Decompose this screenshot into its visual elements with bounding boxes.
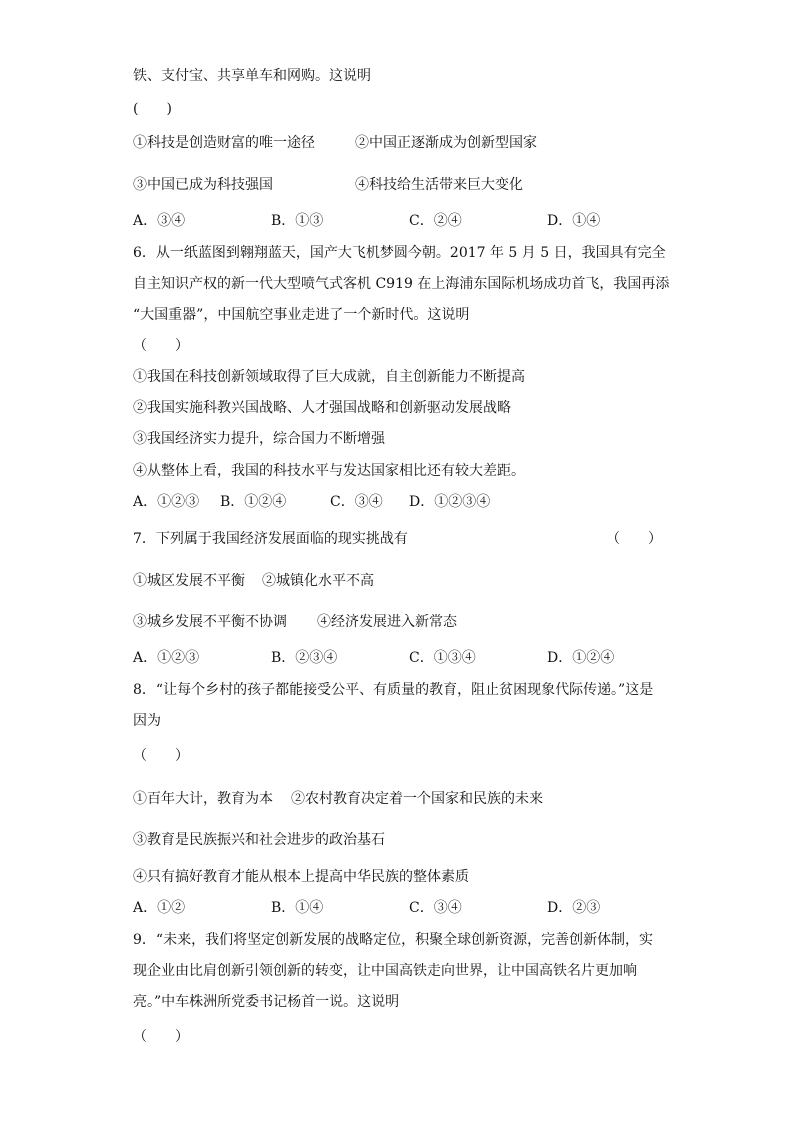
option-c: C．①③④ [409, 650, 476, 666]
question-7-stem: 7．下列属于我国经济发展面临的现实挑战有 [133, 531, 408, 547]
option-c: C．③④ [409, 900, 462, 916]
option-a: A．①②③ [133, 650, 200, 666]
option-b: B．①③ [271, 213, 324, 229]
question-9-stem-line-1: 9．“未来，我们将坚定创新发展的战略定位，积聚全球创新资源，完善创新体制，实 [133, 932, 654, 948]
option-d: D．①②③④ [409, 494, 491, 510]
statement-1: ①城区发展不平衡 [133, 573, 245, 589]
option-a: A．①②③ [133, 494, 200, 510]
statement-1: ①科技是创造财富的唯一途径 [133, 135, 315, 151]
option-b: B．①④ [271, 900, 324, 916]
statement-1: ①我国在科技创新领域取得了巨大成就，自主创新能力不断提高 [133, 369, 525, 385]
question-9-stem-line-3: 亮。”中车株洲所党委书记杨首一说。这说明 [133, 994, 400, 1010]
question-9-stem-line-2: 现企业由比肩创新引领创新的转变，让中国高铁走向世界，让中国高铁名片更加响 [133, 963, 637, 979]
statement-2: ②城镇化水平不高 [262, 573, 374, 589]
statement-3: ③我国经济实力提升，综合国力不断增强 [133, 431, 385, 447]
question-6-stem-line-3: “大国重器”，中国航空事业走进了一个新时代。这说明 [133, 307, 470, 323]
question-6-stem-line-1: 6．从一纸蓝图到翱翔蓝天，国产大飞机梦圆今朝。2017 年 5 月 5 日，我国具有完全 [133, 245, 666, 261]
statement-2: ②农村教育决定着一个国家和民族的未来 [291, 791, 543, 807]
option-c: C．②④ [409, 213, 462, 229]
question-7-answer-bracket: （ ） [606, 531, 662, 547]
statement-1: ①百年大计，教育为本 [133, 791, 273, 807]
option-c: C．③④ [330, 494, 383, 510]
option-b: B．①②④ [220, 494, 287, 510]
question-8-answer-bracket: （ ） [133, 748, 189, 764]
option-a: A．③④ [133, 213, 186, 229]
statement-2: ②我国实施科教兴国战略、人才强国战略和创新驱动发展战略 [133, 400, 511, 416]
statement-2: ②中国正逐渐成为创新型国家 [355, 135, 537, 151]
option-d: D．②③ [547, 900, 601, 916]
option-d: D．①④ [547, 213, 601, 229]
statement-4: ④从整体上看，我国的科技水平与发达国家相比还有较大差距。 [133, 463, 525, 479]
statement-3: ③城乡发展不平衡不协调 [133, 614, 287, 630]
statement-4: ④科技给生活带来巨大变化 [355, 177, 523, 193]
statement-3: ③教育是民族振兴和社会进步的政治基石 [133, 832, 385, 848]
option-d: D．①②④ [547, 650, 615, 666]
question-8-stem-line-2: 因为 [133, 713, 161, 729]
statement-4: ④经济发展进入新常态 [317, 614, 457, 630]
question-9-answer-bracket: （ ） [133, 1029, 189, 1045]
statement-4: ④只有搞好教育才能从根本上提高中华民族的整体素质 [133, 869, 469, 885]
question-6-answer-bracket: （ ） [133, 338, 189, 354]
option-a: A．①② [133, 900, 186, 916]
question-6-stem-line-2: 自主知识产权的新一代大型喷气式客机 C919 在上海浦东国际机场成功首飞，我国再添 [133, 276, 670, 292]
question-5-answer-bracket: ( ) [133, 101, 172, 117]
question-5-stem-continuation: 铁、支付宝、共享单车和网购。这说明 [133, 68, 371, 84]
question-8-stem-line-1: 8．“让每个乡村的孩子都能接受公平、有质量的教育，阻止贫困现象代际传递。”这是 [133, 682, 654, 698]
option-b: B．②③④ [271, 650, 338, 666]
statement-3: ③中国已成为科技强国 [133, 177, 273, 193]
